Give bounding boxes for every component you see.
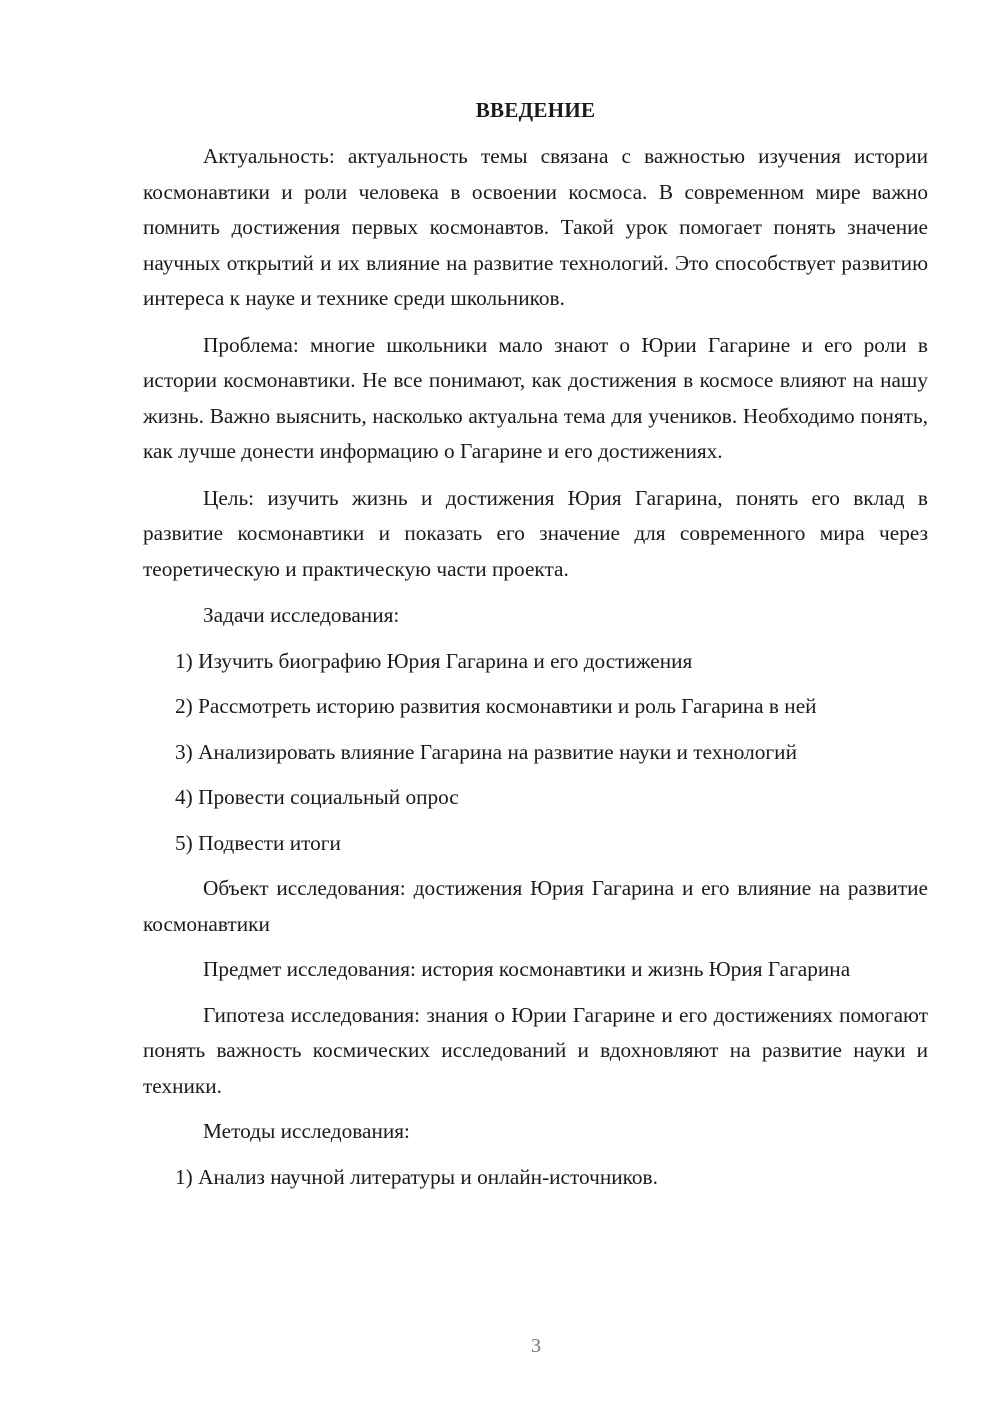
page-number: 3 xyxy=(531,1335,541,1357)
list-item: 3) Анализировать влияние Гагарина на развитие науки и технологий xyxy=(175,739,797,764)
list-item: 4) Провести социальный опрос xyxy=(175,785,459,809)
methods-list xyxy=(143,1160,928,1196)
relevance-paragraph: Актуальность: актуальность темы связана с важностью изучения истории космонавтики и роли человека в освоении космоса. В современном мире важно помнить достижения первых космонавтов. Такой урок помогает понять значение научных открытий и их влияние на развитие технологий. Это способствует развитию интереса к науке и технике среди школьников. xyxy=(143,144,928,310)
list-item: 5) Подвести итоги xyxy=(175,830,341,855)
object-paragraph: Объект исследования: достижения Юрия Гагарина и его влияние на развитие космонавтики xyxy=(143,876,928,936)
list-item: 2) Рассмотреть историю развития космонавтики и роль Гагарина в ней xyxy=(175,694,817,718)
methods-title: Методы исследования: xyxy=(203,1119,410,1143)
tasks-title: Задачи исследования: xyxy=(203,603,400,627)
goal-paragraph: Цель: изучить жизнь и достижения Юрия Гагарина, понять его вклад в развитие космонавтики и показать его значение для современного мира через теоретическую и практическую части проекта. xyxy=(143,485,928,581)
document-page xyxy=(143,95,928,1205)
problem-paragraph: Проблема: многие школьники мало знают о Юрии Гагарине и его роли в истории космонавтики. Не все понимают, как достижения в космосе влияют на нашу жизнь. Важно выяснить, насколько актуальна тема для учеников. Необходимо понять, как лучше донести информацию о Гагарине и его достижениях. xyxy=(143,332,928,463)
list-item: 1) Изучить биографию Юрия Гагарина и его достижения xyxy=(175,648,693,673)
hypothesis-paragraph: Гипотеза исследования: знания о Юрии Гагарине и его достижениях помогают понять важность космических исследований и вдохновляют на развитие науки и техники. xyxy=(143,1002,928,1098)
section-heading: ВВЕДЕНИЕ xyxy=(475,98,596,122)
tasks-list xyxy=(143,644,928,862)
subject-paragraph: Предмет исследования: история космонавтики и жизнь Юрия Гагарина xyxy=(203,957,851,981)
list-item: 1) Анализ научной литературы и онлайн-источников. xyxy=(175,1164,658,1189)
